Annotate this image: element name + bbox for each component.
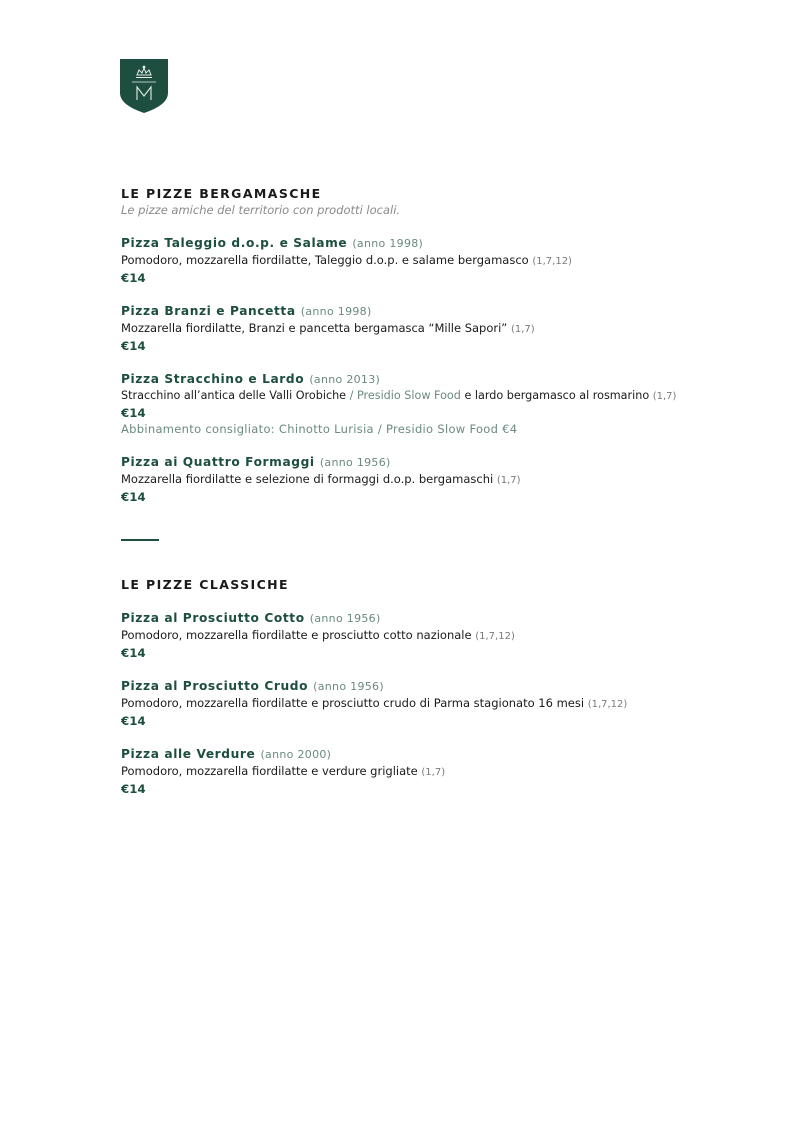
item-year: (anno 1998) [352, 237, 424, 250]
item-allergens: (1,7) [496, 475, 521, 486]
item-name: Pizza Branzi e Pancetta [121, 304, 296, 318]
item-description-continued: e lardo bergamasco al rosmarino [464, 389, 650, 402]
item-price: €14 [121, 782, 146, 796]
item-description: Stracchino all’antica delle Valli Orobiche [121, 389, 347, 402]
section-title: LE PIZZE CLASSICHE [121, 577, 289, 592]
section-divider [121, 539, 159, 541]
menu-content [121, 186, 761, 797]
item-description: Mozzarella fiordilatte e selezione di formaggi d.o.p. bergamaschi [121, 472, 494, 486]
menu-item [121, 370, 761, 437]
section-pizze-classiche [121, 577, 761, 797]
item-name: Pizza Taleggio d.o.p. e Salame [121, 236, 348, 250]
item-year: (anno 1956) [319, 456, 391, 469]
item-allergens: (1,7) [652, 391, 677, 402]
item-description: Mozzarella fiordilatte, Branzi e pancetta bergamasca “Mille Sapori” [121, 321, 508, 335]
item-price: €14 [121, 490, 146, 504]
item-year: (anno 1998) [300, 305, 372, 318]
menu-item [121, 677, 761, 729]
menu-item [121, 302, 761, 354]
slow-food-label: / Presidio Slow Food [346, 389, 465, 402]
item-name: Pizza Stracchino e Lardo [121, 372, 305, 386]
item-allergens: (1,7) [421, 767, 446, 778]
item-allergens: (1,7) [510, 324, 535, 335]
item-price: €14 [121, 714, 146, 728]
section-title: LE PIZZE BERGAMASCHE [121, 186, 322, 201]
item-year: (anno 1956) [309, 612, 381, 625]
item-price: €14 [121, 271, 146, 285]
item-allergens: (1,7,12) [532, 256, 572, 267]
item-name: Pizza al Prosciutto Cotto [121, 611, 305, 625]
item-year: (anno 2000) [260, 748, 332, 761]
item-price: €14 [121, 646, 146, 660]
menu-item [121, 234, 761, 286]
item-year: (anno 1956) [313, 680, 384, 693]
item-name: Pizza alle Verdure [121, 747, 256, 761]
item-price: €14 [121, 406, 146, 420]
menu-item [121, 453, 761, 505]
section-subtitle: Le pizze amiche del territorio con prodotti locali. [121, 203, 401, 217]
item-name: Pizza ai Quattro Formaggi [121, 455, 315, 469]
item-name: Pizza al Prosciutto Crudo [121, 679, 309, 693]
item-allergens: (1,7,12) [475, 631, 515, 642]
section-pizze-bergamasche [121, 186, 761, 505]
item-description: Pomodoro, mozzarella fiordilatte, Taleggio d.o.p. e salame bergamasco [121, 253, 529, 267]
item-year: (anno 2013) [309, 373, 381, 386]
crown-shield-m-logo-icon [120, 59, 168, 113]
pairing-suggestion: Abbinamento consigliato: Chinotto Lurisia / Presidio Slow Food €4 [121, 422, 518, 436]
item-description: Pomodoro, mozzarella fiordilatte e prosciutto cotto nazionale [121, 628, 472, 642]
item-description: Pomodoro, mozzarella fiordilatte e verdure grigliate [121, 764, 418, 778]
item-allergens: (1,7,12) [587, 699, 628, 710]
menu-item [121, 609, 761, 661]
restaurant-logo [120, 59, 168, 113]
menu-item [121, 745, 761, 797]
item-description: Pomodoro, mozzarella fiordilatte e prosciutto crudo di Parma stagionato 16 mesi [121, 696, 585, 710]
item-price: €14 [121, 339, 146, 353]
